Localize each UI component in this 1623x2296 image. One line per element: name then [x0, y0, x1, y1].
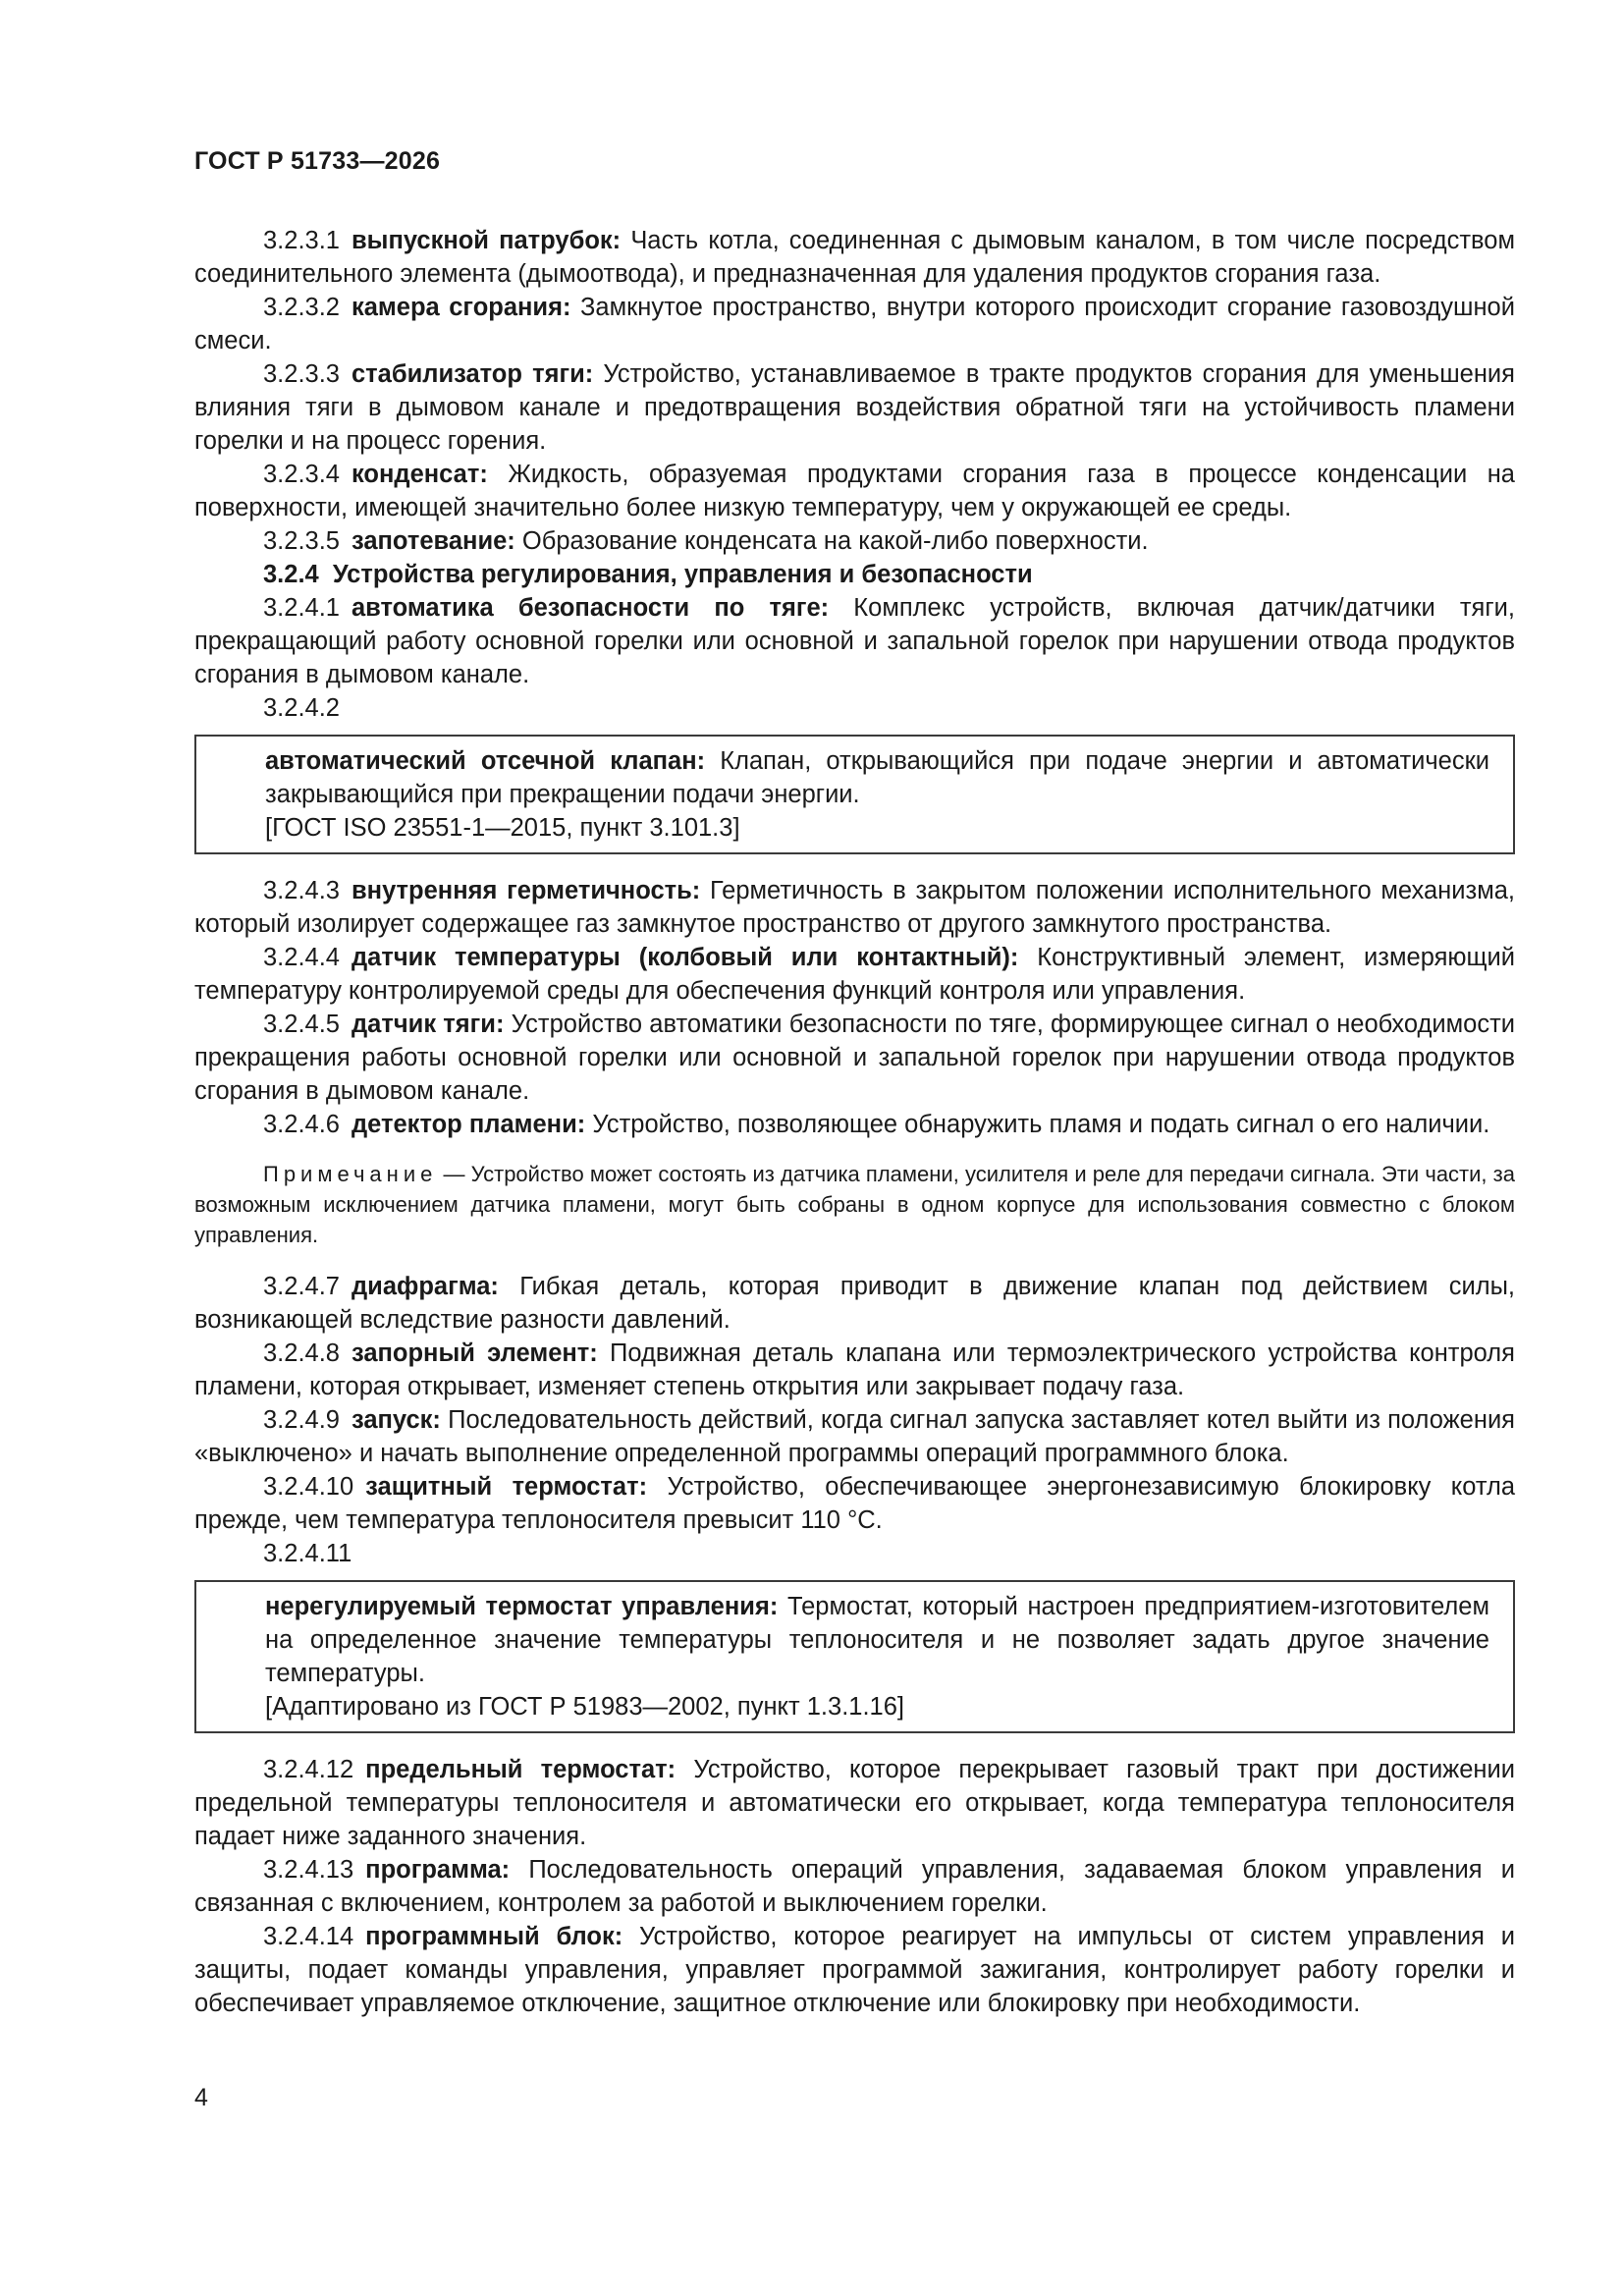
definition-text: Образование конденсата на какой-либо поверхности. — [521, 527, 1149, 555]
document-header: ГОСТ Р 51733—2026 — [194, 147, 441, 175]
term: запуск: — [351, 1406, 441, 1434]
clause-number: 3.2.3.3 — [263, 360, 340, 388]
definitions-group-3-2-3 — [194, 224, 1515, 558]
definition-3-2-4-14 — [194, 1920, 1515, 2020]
clause-number: 3.2.4.12 — [263, 1756, 354, 1783]
definition-text: Подвижная деталь клапана или термоэлектрического устройства контроля пламени, которая открывает, изменяет степень открытия или закрывает подачу газа. — [194, 1339, 1515, 1400]
definition-text: Устройство, устанавливаемое в тракте продуктов сгорания для уменьшения влияния тяги в дымовом канале и предотвращения воздействия обратной тяги на устойчивость пламени горелки и на процесс горения. — [194, 360, 1515, 455]
clause-number: 3.2.4.9 — [263, 1406, 340, 1434]
section-number: 3.2.4 — [263, 561, 319, 588]
clause-number: 3.2.3.2 — [263, 294, 340, 321]
clause-number: 3.2.3.1 — [263, 227, 340, 254]
definition-3-2-4-3 — [194, 874, 1515, 941]
clause-number: 3.2.4.10 — [263, 1473, 354, 1501]
definition-3-2-4-13 — [194, 1853, 1515, 1920]
term: датчик температуры (колбовый или контактный): — [351, 944, 1019, 971]
definition-text: Комплекс устройств, включая датчик/датчики тяги, прекращающий работу основной горелки или основной и запальной горелок при нарушении отвода продуктов сгорания в дымовом канале. — [194, 594, 1515, 688]
definition-3-2-4-11 — [265, 1590, 1489, 1690]
term: автоматический отсечной клапан: — [265, 747, 706, 775]
definition-text: Часть котла, соединенная с дымовым каналом, в том числе посредством соединительного элемента (дымоотвода), и предназначенная для удаления продуктов сгорания газа. — [194, 227, 1515, 288]
definition-3-2-4-10 — [194, 1470, 1515, 1537]
definition-3-2-4-2 — [265, 744, 1489, 811]
page-number: 4 — [194, 2084, 208, 2111]
definition-text: Устройство, позволяющее обнаружить пламя и подать сигнал о его наличии. — [592, 1111, 1490, 1138]
definition-text: Конструктивный элемент, измеряющий температуру контролируемой среды для обеспечения функций контроля или управления. — [194, 944, 1516, 1005]
definition-text: Устройство, которое перекрывает газовый тракт при достижении предельной температуры теплоносителя и автоматически его открывает, когда температура теплоносителя падает ниже заданного значения. — [194, 1756, 1515, 1850]
definition-text: Клапан, открывающийся при подаче энергии и автоматически закрывающийся при прекращении подачи энергии. — [265, 747, 1489, 808]
definition-3-2-4-8 — [194, 1337, 1515, 1403]
term: запотевание: — [351, 527, 515, 555]
definition-3-2-4-1 — [194, 591, 1515, 691]
clause-number: 3.2.4.4 — [263, 944, 340, 971]
clause-number: 3.2.4.11 — [263, 1540, 352, 1567]
term: автоматика безопасности по тяге: — [351, 594, 830, 622]
clause-number: 3.2.4.7 — [263, 1273, 340, 1300]
definitions-group-3-2-4-b — [194, 1270, 1515, 1537]
definition-source: [Адаптировано из ГОСТ Р 51983—2002, пункт 1.3.1.16] — [265, 1693, 904, 1721]
definition-3-2-3-5 — [194, 524, 1515, 558]
clause-number: 3.2.3.4 — [263, 461, 340, 488]
definition-text: Последовательность операций управления, задаваемая блоком управления и связанная с включением, контролем за работой и выключением горелки. — [194, 1856, 1515, 1917]
definition-3-2-3-3 — [194, 357, 1515, 458]
definition-3-2-4-12 — [194, 1753, 1515, 1853]
clause-number: 3.2.4.6 — [263, 1111, 340, 1138]
definitions-group-3-2-4-c — [194, 1753, 1515, 2020]
document-body — [194, 224, 1515, 2020]
term: программа: — [365, 1856, 511, 1884]
section-heading-3-2-4 — [194, 558, 1515, 591]
clause-number: 3.2.4.5 — [263, 1011, 340, 1038]
definition-3-2-3-4 — [194, 458, 1515, 524]
definition-text: Термостат, который настроен предприятием-изготовителем на определенное значение температуры теплоносителя и не позволяет задать другое значение температуры. — [265, 1593, 1490, 1687]
note-text: — Устройство может состоять из датчика пламени, усилителя и реле для передачи сигнала. Эти части, за возможным исключением датчика пламени, могут быть собраны в одном корпусе для использования совместно с блоком управления. — [194, 1162, 1515, 1247]
term: выпускной патрубок: — [351, 227, 622, 254]
clause-number: 3.2.4.2 — [263, 694, 340, 722]
definition-3-2-4-4 — [194, 941, 1515, 1008]
definition-source: [ГОСТ ISO 23551-1—2015, пункт 3.101.3] — [265, 814, 740, 842]
term: предельный термостат: — [365, 1756, 676, 1783]
clause-number-3-2-4-11 — [194, 1537, 1515, 1570]
note — [194, 1159, 1515, 1250]
term: датчик тяги: — [351, 1011, 505, 1038]
definition-text: Устройство автоматики безопасности по тяге, формирующее сигнал о необходимости прекращения работы основной горелки или основной и запальной горелок при нарушении отвода продуктов сгорания в дымовом канале. — [194, 1011, 1516, 1105]
clause-number: 3.2.3.5 — [263, 527, 340, 555]
term: внутренняя герметичность: — [351, 877, 701, 904]
definition-text: Герметичность в закрытом положении исполнительного механизма, который изолирует содержащее газ замкнутое пространство от другого замкнутого пространства. — [194, 877, 1515, 938]
definition-3-2-4-7 — [194, 1270, 1515, 1337]
definition-text: Гибкая деталь, которая приводит в движение клапан под действием силы, возникающей вследствие разности давлений. — [194, 1273, 1515, 1334]
term: конденсат: — [351, 461, 488, 488]
term: стабилизатор тяги: — [351, 360, 594, 388]
definition-3-2-4-6 — [194, 1108, 1515, 1141]
definition-3-2-4-9 — [194, 1403, 1515, 1470]
clause-number: 3.2.4.14 — [263, 1923, 354, 1950]
term: нерегулируемый термостат управления: — [265, 1593, 779, 1620]
definition-3-2-3-2 — [194, 291, 1515, 357]
definition-text: Жидкость, образуемая продуктами сгорания газа в процессе конденсации на поверхности, имеющей значительно более низкую температуру, чем у окружающей ее среды. — [194, 461, 1515, 521]
clause-number: 3.2.4.1 — [263, 594, 340, 622]
clause-number: 3.2.4.8 — [263, 1339, 340, 1367]
clause-number-3-2-4-2 — [194, 691, 1515, 725]
term: диафрагма: — [351, 1273, 499, 1300]
definition-text: Устройство, которое реагирует на импульсы от систем управления и защиты, подает команды управления, управляет программой зажигания, контролирует работу горелки и обеспечивает управляемое отключение, защитное отключение или блокировку при необходимости. — [194, 1923, 1515, 2017]
term: камера сгорания: — [351, 294, 571, 321]
definition-3-2-3-1 — [194, 224, 1515, 291]
term: программный блок: — [365, 1923, 623, 1950]
definition-text: Последовательность действий, когда сигнал запуска заставляет котел выйти из положения «выключено» и начать выполнение определенной программы операций программного блока. — [194, 1406, 1515, 1467]
term: защитный термостат: — [365, 1473, 648, 1501]
section-title: Устройства регулирования, управления и безопасности — [332, 561, 1033, 588]
quoted-definition-box — [194, 1580, 1515, 1733]
definitions-group-3-2-4-a — [194, 874, 1515, 1141]
definition-text: Замкнутое пространство, внутри которого происходит сгорание газовоздушной смеси. — [194, 294, 1515, 355]
definition-3-2-4-5 — [194, 1008, 1515, 1108]
quoted-definition-box — [194, 735, 1515, 854]
term: детектор пламени: — [351, 1111, 586, 1138]
term: запорный элемент: — [351, 1339, 598, 1367]
clause-number: 3.2.4.13 — [263, 1856, 354, 1884]
note-label: Примечание — [263, 1162, 438, 1186]
definition-text: Устройство, обеспечивающее энергонезависимую блокировку котла прежде, чем температура теплоносителя превысит 110 °С. — [194, 1473, 1516, 1534]
clause-number: 3.2.4.3 — [263, 877, 340, 904]
